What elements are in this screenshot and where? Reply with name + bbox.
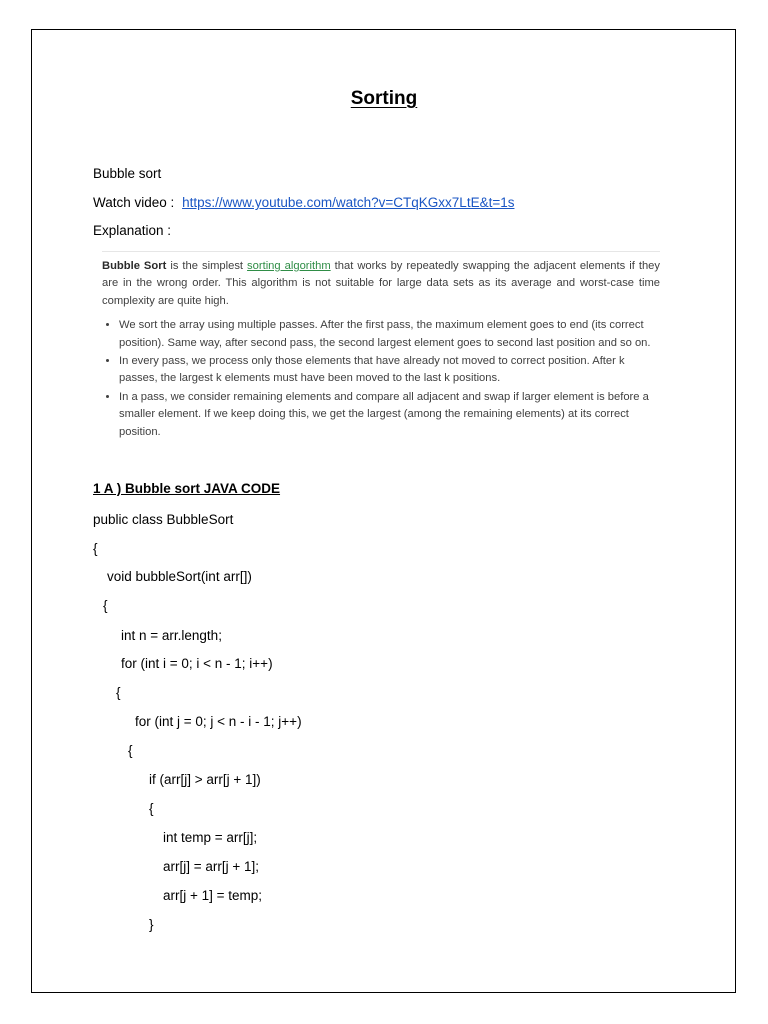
section-heading: 1 A ) Bubble sort JAVA CODE: [93, 481, 281, 496]
excerpt-term: Bubble Sort: [102, 260, 167, 272]
excerpt-bullet: • In every pass, we process only those elements that have already not moved to correct position. After k passes, the largest k elements must have been moved to the last k positions.: [119, 353, 660, 388]
excerpt-intro: [102, 258, 660, 310]
code-line: {: [116, 685, 121, 700]
document-title: Sorting: [350, 88, 418, 109]
excerpt-bullet: • We sort the array using multiple passes. After the first pass, the maximum element goes to end (its correct position). Same way, after second pass, the second largest element goes to second last position and so on.: [119, 317, 660, 352]
explanation-excerpt: [102, 251, 660, 442]
excerpt-text-after-link: that works by repeatedly swapping the adjacent elements if they are in the wrong order. This algorithm is not suitable for large data sets as its average and worst-case time complexity are quite high.: [102, 260, 660, 307]
explanation-label: Explanation :: [93, 223, 172, 238]
watch-video-label: Watch video :: [93, 195, 175, 210]
code-line: {: [93, 541, 98, 556]
code-line: void bubbleSort(int arr[]): [107, 569, 252, 584]
code-line: public class BubbleSort: [93, 512, 234, 527]
topic-line: Bubble sort: [93, 166, 162, 181]
watch-video-line: [93, 194, 514, 212]
sorting-algorithm-link[interactable]: sorting algorithm: [247, 260, 331, 272]
code-line: int n = arr.length;: [121, 628, 222, 643]
code-line: for (int j = 0; j < n - i - 1; j++): [135, 714, 302, 729]
code-line: arr[j + 1] = temp;: [163, 888, 263, 903]
code-line: if (arr[j] > arr[j + 1]): [149, 772, 261, 787]
code-line: int temp = arr[j];: [163, 830, 258, 845]
video-link[interactable]: https://www.youtube.com/watch?v=CTqKGxx7LtE&t=1s: [182, 195, 515, 210]
excerpt-bullet: • In a pass, we consider remaining elements and compare all adjacent and swap if larger element is before a smaller element. If we keep doing this, we get the largest (among the remaining elements) at its correct position.: [119, 389, 660, 441]
code-line: for (int i = 0; i < n - 1; i++): [121, 656, 273, 671]
code-line: {: [128, 743, 133, 758]
code-line: arr[j] = arr[j + 1];: [163, 859, 260, 874]
code-line: {: [149, 801, 154, 816]
code-line: {: [103, 598, 108, 613]
excerpt-bullet-list: [102, 317, 660, 441]
excerpt-text-before-link: is the simplest: [166, 260, 248, 272]
code-line: }: [149, 917, 154, 932]
